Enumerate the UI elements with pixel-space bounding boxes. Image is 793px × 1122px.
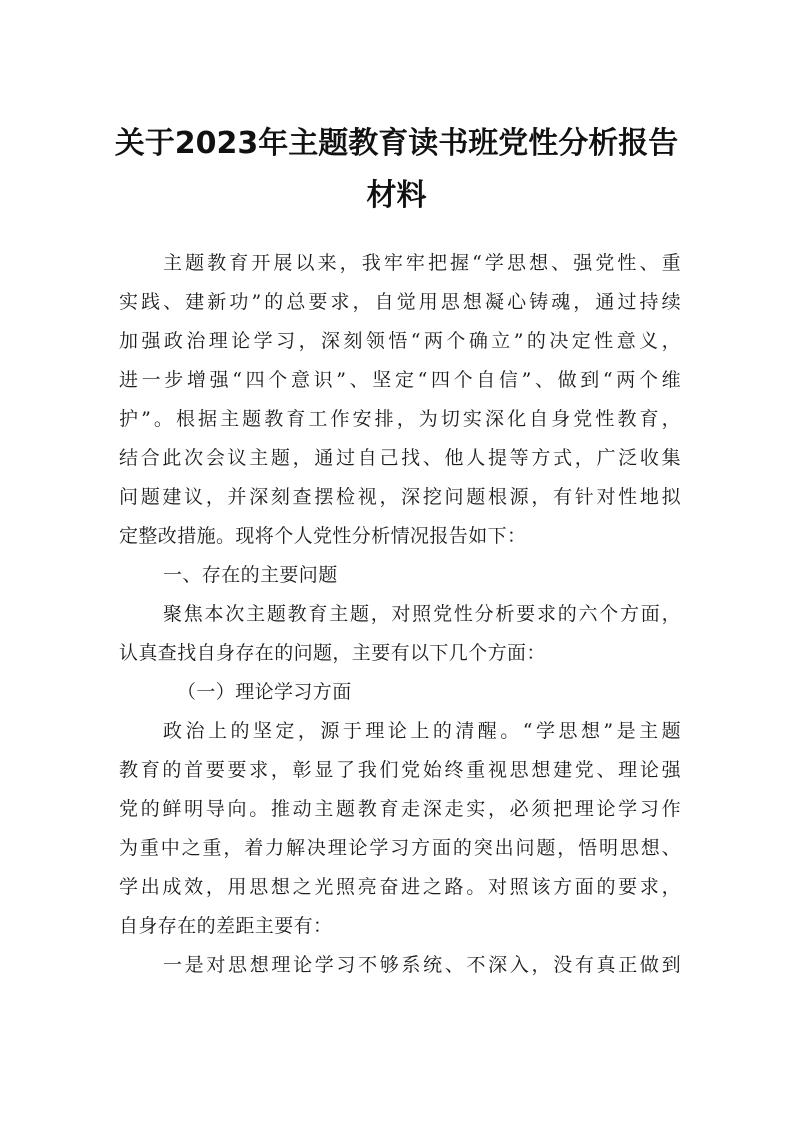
paragraph-line: 定整改措施。现将个人党性分析情况报告如下： xyxy=(119,525,527,547)
paragraph-line: 认真查找自身存在的问题，主要有以下几个方面： xyxy=(119,642,546,664)
paragraph-line: 党的鲜明导向。推动主题教育走深走实，必须把理论学习作 xyxy=(119,798,681,820)
paragraph-line: 加强政治理论学习，深刻领悟“两个确立”的决定性意义， xyxy=(119,330,681,352)
title-line-2: 材料 xyxy=(366,178,427,213)
paragraph-line: 自身存在的差距主要有： xyxy=(119,915,333,937)
paragraph-line: 护”。根据主题教育工作安排，为切实深化自身党性教育， xyxy=(119,408,681,430)
paragraph-line: 一是对思想理论学习不够系统、不深入，没有真正做到 xyxy=(163,954,681,976)
paragraph-line: 问题建议，并深刻查摆检视，深挖问题根源，有针对性地拟 xyxy=(119,486,681,508)
paragraph-line: 实践、建新功”的总要求，自觉用思想凝心铸魂，通过持续 xyxy=(119,291,681,313)
section-heading: 一、存在的主要问题 xyxy=(163,564,338,586)
paragraph-line: 聚焦本次主题教育主题，对照党性分析要求的六个方面， xyxy=(163,603,681,625)
document-body xyxy=(119,244,681,985)
paragraph-line: 进一步增强“四个意识”、坚定“四个自信”、做到“两个维 xyxy=(119,369,681,391)
paragraph-line: 学出成效，用思想之光照亮奋进之路。对照该方面的要求， xyxy=(119,876,681,898)
document-title xyxy=(100,118,693,222)
subsection-heading: （一）理论学习方面 xyxy=(177,681,352,703)
paragraph-line: 为重中之重，着力解决理论学习方面的突出问题，悟明思想、 xyxy=(119,837,681,859)
title-line-1: 关于2023年主题教育读书班党性分析报告 xyxy=(114,126,679,161)
paragraph-line: 结合此次会议主题，通过自己找、他人提等方式，广泛收集 xyxy=(119,447,681,469)
paragraph-line: 主题教育开展以来，我牢牢把握“学思想、强党性、重 xyxy=(163,252,681,274)
paragraph-line: 政治上的坚定，源于理论上的清醒。“学思想”是主题 xyxy=(163,720,681,742)
paragraph-line: 教育的首要要求，彰显了我们党始终重视思想建党、理论强 xyxy=(119,759,681,781)
